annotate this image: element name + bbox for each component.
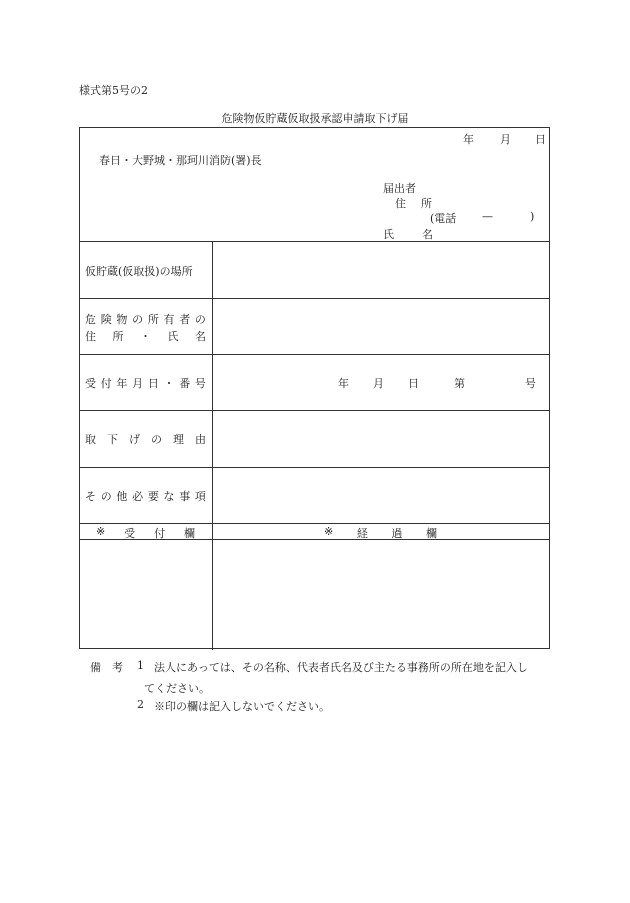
row-divider <box>80 298 549 299</box>
progress-column-header: ※ 経 過 欄 <box>324 525 437 540</box>
row-divider <box>80 354 549 355</box>
date-month-label: 月 <box>500 133 511 146</box>
date-year-label: 年 <box>463 133 474 146</box>
other-matters-label: そ の 他 必 要 な 事 項 <box>85 490 206 503</box>
header-divider <box>80 241 549 242</box>
reception-year: 年 <box>338 377 349 390</box>
note-1-number: 1 <box>137 659 144 672</box>
row-divider <box>80 410 549 411</box>
column-divider <box>212 241 213 650</box>
reception-column-header: ※ 受 付 欄 <box>96 525 195 540</box>
notes-label: 備 考 <box>90 661 123 674</box>
withdraw-reason-label: 取 下 げ の 理 由 <box>85 433 206 446</box>
owner-label-line1: 危 険 物 の 所 有 者 の <box>85 313 206 326</box>
form-number: 様式第5号の2 <box>79 84 148 97</box>
address-label: 住 所 <box>395 197 432 210</box>
note-2-number: 2 <box>137 698 144 711</box>
reception-month: 月 <box>373 377 384 390</box>
reception-date-label: 受 付 年 月 日 ・ 番 号 <box>85 377 206 390</box>
note-1-line1: 法人にあっては、その名称、代表者氏名及び主たる事務所の所在地を記入し <box>154 661 528 674</box>
phone-dash: — <box>482 210 493 223</box>
form-table <box>79 127 550 649</box>
applicant-label: 届出者 <box>383 182 416 195</box>
name-label: 氏 名 <box>383 228 433 241</box>
phone-close: ) <box>530 210 535 223</box>
phone-open: (電話 <box>430 212 457 225</box>
date-day-label: 日 <box>535 133 546 146</box>
reception-go: 号 <box>525 377 536 390</box>
addressee: 春日・大野城・那珂川消防(署)長 <box>99 154 262 167</box>
reception-day: 日 <box>408 377 419 390</box>
storage-place-label: 仮貯蔵(仮取扱)の場所 <box>85 265 193 278</box>
row-divider <box>80 523 549 524</box>
row-divider <box>80 467 549 468</box>
note-2-text: ※印の欄は記入しないでください。 <box>154 700 330 713</box>
document-title: 危険物仮貯蔵仮取扱承認申請取下げ届 <box>221 112 409 125</box>
note-1-line2: てください。 <box>144 682 210 695</box>
owner-label-line2: 住 所 ・ 氏 名 <box>85 330 206 343</box>
reception-dai: 第 <box>454 377 465 390</box>
